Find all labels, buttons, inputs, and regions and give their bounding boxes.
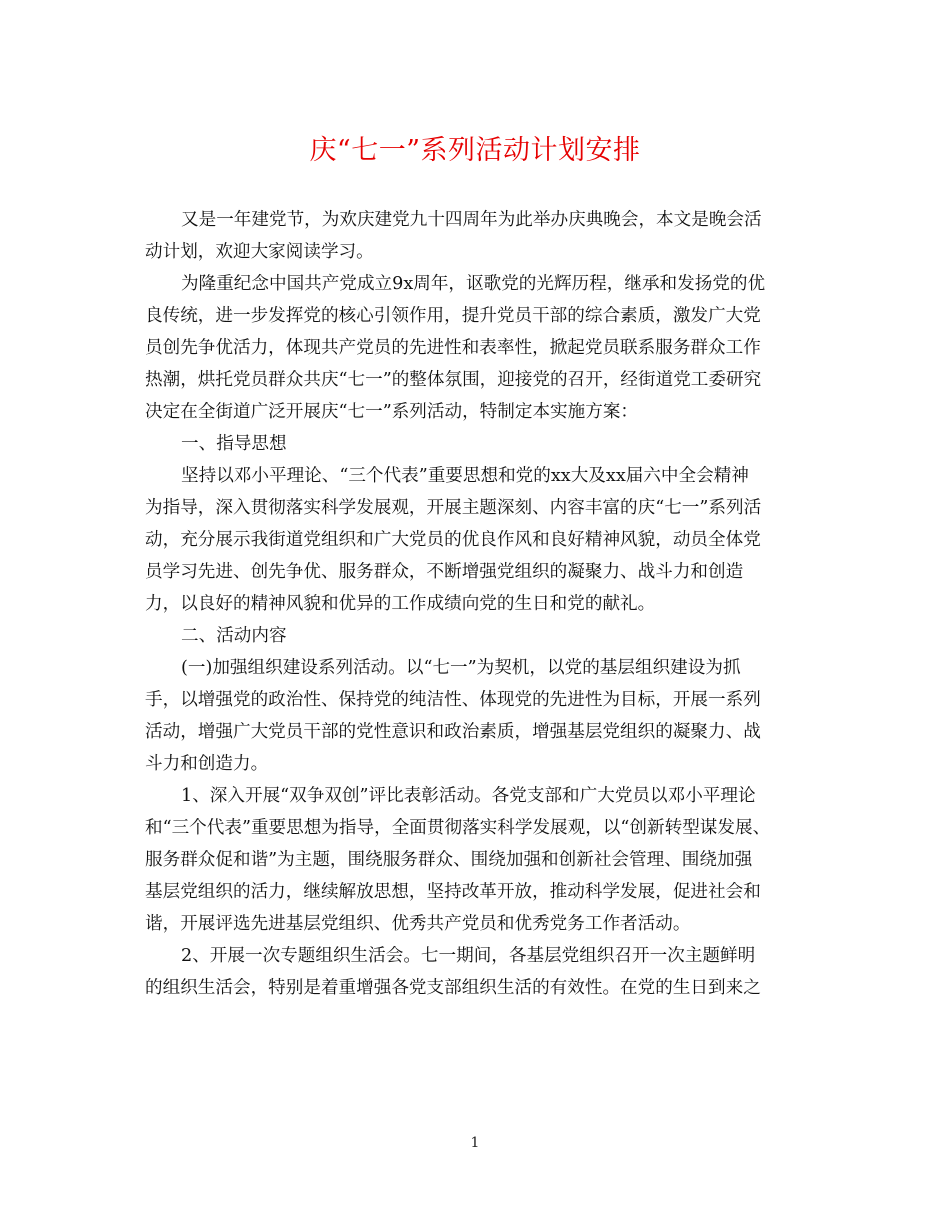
document-body xyxy=(145,204,805,1004)
section-heading: 二、活动内容 xyxy=(181,626,287,646)
paragraph-line: 又是一年建党节，为欢庆建党九十四周年为此举办庆典晚会，本文是晚会活 xyxy=(181,210,762,230)
paragraph-line: 1、深入开展“双争双创”评比表彰活动。各党支部和广大党员以邓小平理论 xyxy=(181,786,756,806)
paragraph-line: 手，以增强党的政治性、保持党的纯洁性、体现党的先进性为目标，开展一系列 xyxy=(145,690,761,710)
paragraph-line: 的组织生活会，特别是着重增强各党支部组织生活的有效性。在党的生日到来之 xyxy=(145,978,761,998)
paragraph-line: 谐，开展评选先进基层党组织、优秀共产党员和优秀党务工作者活动。 xyxy=(145,914,691,934)
paragraph-line: 良传统，进一步发挥党的核心引领作用，提升党员干部的综合素质，激发广大党 xyxy=(145,306,761,326)
paragraph-line: 2、开展一次专题组织生活会。七一期间，各基层党组织召开一次主题鲜明 xyxy=(181,946,756,966)
paragraph-line: 热潮，烘托党员群众共庆“七一”的整体氛围，迎接党的召开，经街道党工委研究 xyxy=(145,370,762,390)
paragraph-line: (一)加强组织建设系列活动。以“七一”为契机，以党的基层组织建设为抓 xyxy=(181,658,741,678)
paragraph-line: 活动，增强广大党员干部的党性意识和政治素质，增强基层党组织的凝聚力、战 xyxy=(145,722,761,742)
page-number: 1 xyxy=(470,1135,480,1151)
paragraph-line: 员创先争优活力，体现共产党员的先进性和表率性，掀起党员联系服务群众工作 xyxy=(145,338,761,358)
paragraph-line: 员学习先进、创先争优、服务群众，不断增强党组织的凝聚力、战斗力和创造 xyxy=(145,562,744,582)
section-heading: 一、指导思想 xyxy=(181,434,287,454)
paragraph-line: 斗力和创造力。 xyxy=(145,754,269,774)
paragraph-line: 决定在全街道广泛开展庆“七一”系列活动，特制定本实施方案： xyxy=(145,402,639,422)
paragraph-line: 力，以良好的精神风貌和优异的工作成绩向党的生日和党的献礼。 xyxy=(145,594,656,614)
paragraph-line: 动，充分展示我街道党组织和广大党员的优良作风和良好精神风貌，动员全体党 xyxy=(145,530,761,550)
paragraph-line: 服务群众促和谐”为主题，围绕服务群众、围绕加强和创新社会管理、围绕加强 xyxy=(145,850,753,870)
document-title: 庆“七一”系列活动计划安排 xyxy=(309,135,641,166)
paragraph-line: 动计划，欢迎大家阅读学习。 xyxy=(145,242,374,262)
paragraph-line: 为隆重纪念中国共产党成立9x周年，讴歌党的光辉历程，继承和发扬党的优 xyxy=(181,274,766,294)
paragraph-line: 和“三个代表”重要思想为指导，全面贯彻落实科学发展观，以“创新转型谋发展、 xyxy=(145,818,771,838)
paragraph-line: 为指导，深入贯彻落实科学发展观，开展主题深刻、内容丰富的庆“七一”系列活 xyxy=(145,498,762,518)
paragraph-line: 坚持以邓小平理论、“三个代表”重要思想和党的xx大及xx届六中全会精神 xyxy=(181,466,749,486)
paragraph-line: 基层党组织的活力，继续解放思想，坚持改革开放，推动科学发展，促进社会和 xyxy=(145,882,761,902)
